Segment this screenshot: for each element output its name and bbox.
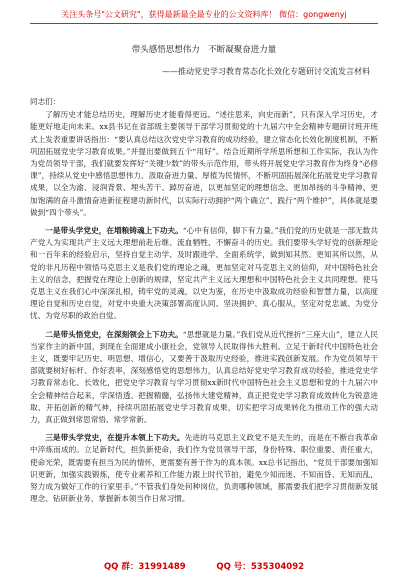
section-body-3: 先进的马克思主义政党不是天生的，而是在不断自我革命中淬炼而成的。立足新时代，担负新使命，我们作为党员领导干部，身份特殊、职位重要、责任重大，使命光荣，既需要有担当为民的情怀，更需要有善于作为的真本领。xx总书记指出，“党员干部要加强知识更新，加强实践锻炼，使专业素养和工作能力跟上时代节拍，避免少知而迷、不知而昏、无知而乱，努力成为做好工作的行家里手。”不管我们身处何种岗位，负责哪种领域，都需要我们把学习贯彻新发展理念、钻研新业务、掌握新本领当作日常习惯。 [30,433,379,504]
qq-label: QQ 号： [216,562,251,572]
greeting: 同志们： [30,97,61,106]
banner-divider [30,23,378,24]
title-area [30,44,378,77]
qq-group-number: 31991489 [138,562,186,572]
section-lead-1: 一是带头学党史，在増粮铸魂上下功夫。 [45,226,183,236]
document-title: 带头感悟思想伟力 不断凝聚奋进力量 [131,45,277,55]
section-paragraph-2 [30,329,378,427]
qq-group-label: QQ 群： [103,562,139,572]
qq-number: 535304092 [250,562,305,572]
section-paragraph-3 [30,432,378,505]
qq-group-contact [104,562,186,572]
section-body-2: “思想就是力量。”我们党从近代挫折“三座大山”，建立人民当家作主的新中国，到现在全面建成小康社会，党领导人民取得伟大胜利。立足于新时代中国特色社会主义，既要牢记历史、明思想、增信心，又要善于汲取历史经验，推进实践创新发展。作为党员领导干部就要树好标杆、作好表率，深刻感悟党的思想伟力，认真总结好党史学习教育成功经验，推进党史学习教育常态化、长效化，把党史学习教育与学习贯彻xx新时代中国特色社会主义思想和党的十九届六中全会精神结合起来，学深悟透、把握精髓，弘扬伟大建党精神，真正把党史学习教育成效转化为锐意进取、开拓创新的精气神，持续巩固拓展党史学习教育成果，切实把学习成果转化为推动工作的强大动力，真正做到常思常悟、常学常新。 [30,329,378,425]
document-subtitle: ——推动党史学习教育常态化长效化专题研讨交流发言材料 [162,67,370,76]
section-body-1: “心中有信仰，脚下有力量。”我们党的历史就是一部无数共产党人为实现共产主义远大理想前赴后继、流血牺牲、不懈奋斗的历史。我们要带头学好党的创新理论和一百年来的经验启示，坚持自觉主动学、及时跟进学、全面系统学，做到知其然、更知其所以然，从党的非凡历程中领悟马克思主义是我们党的理论之魂，更加坚定对马克思主义的信仰，对中国特色社会主义的信念，把握党在理论上创新的规律，坚定共产主义远大理想和中国特色社会主义共同理想。使马克思主义在我们心中深深扎根，铸牢党的灵魂，以史为鉴，在历史中汲取成功经验和智慧力量，以高度理论自觉和历史自觉，对党中央重大决策部署高度认同、坚决拥护、真心服从，坚定对党忠诚、为党分忧、为党尽职的政治自觉。 [30,226,378,321]
section-lead-2: 二是带头悟党史，在深刻领会上下功夫。 [45,329,183,339]
promo-banner: 关注头条号"公文研究"，获得最新最全最专业的公文资料库！ 微信：gongwenyj [61,10,347,19]
section-paragraph-1 [30,225,378,323]
document-body [30,96,378,512]
intro-paragraph: 了解历史才能总结历史，理解历史才能看得更远。“述往思来，向史而新”，只有深入学习历史，才能更好地走向未来。xx县书记在省部级主要领导干部学习贯彻党的十九届六中全会精神专题研讨班开班式上发表重要讲话指出：“要认真总结这次党史学习教育的成功经验，建立常态化长效化制度机制，不断巩固拓展党史学习教育成果。”并提出要做到五个“用好”。结合近期所学所思所想和工作实际，我认为作为党员领导干部，我们就要发挥好“关键少数”的带头示范作用，带头将开展党史学习教育作为终身“必修课”，持续从党史中感悟思想伟力、汲取奋进力量、厚植为民情怀，不断巩固拓展深化拓展党史学习教育成果，以全为渝、浸润背景、埋头苦干、踔厉奋进，以更加坚定的理想信念、更加昂扬的斗争精神、更加饱满的奋斗激情奋进新征程建功新时代，以实际行动拥护“两个确立”、践行“两个维护”，具体就是要做到“四个带头”。 [30,110,378,217]
qq-contact [216,562,304,572]
contact-footer [0,560,408,574]
section-lead-3: 三是带头学党史，在提升本领上下功夫。 [45,433,185,443]
